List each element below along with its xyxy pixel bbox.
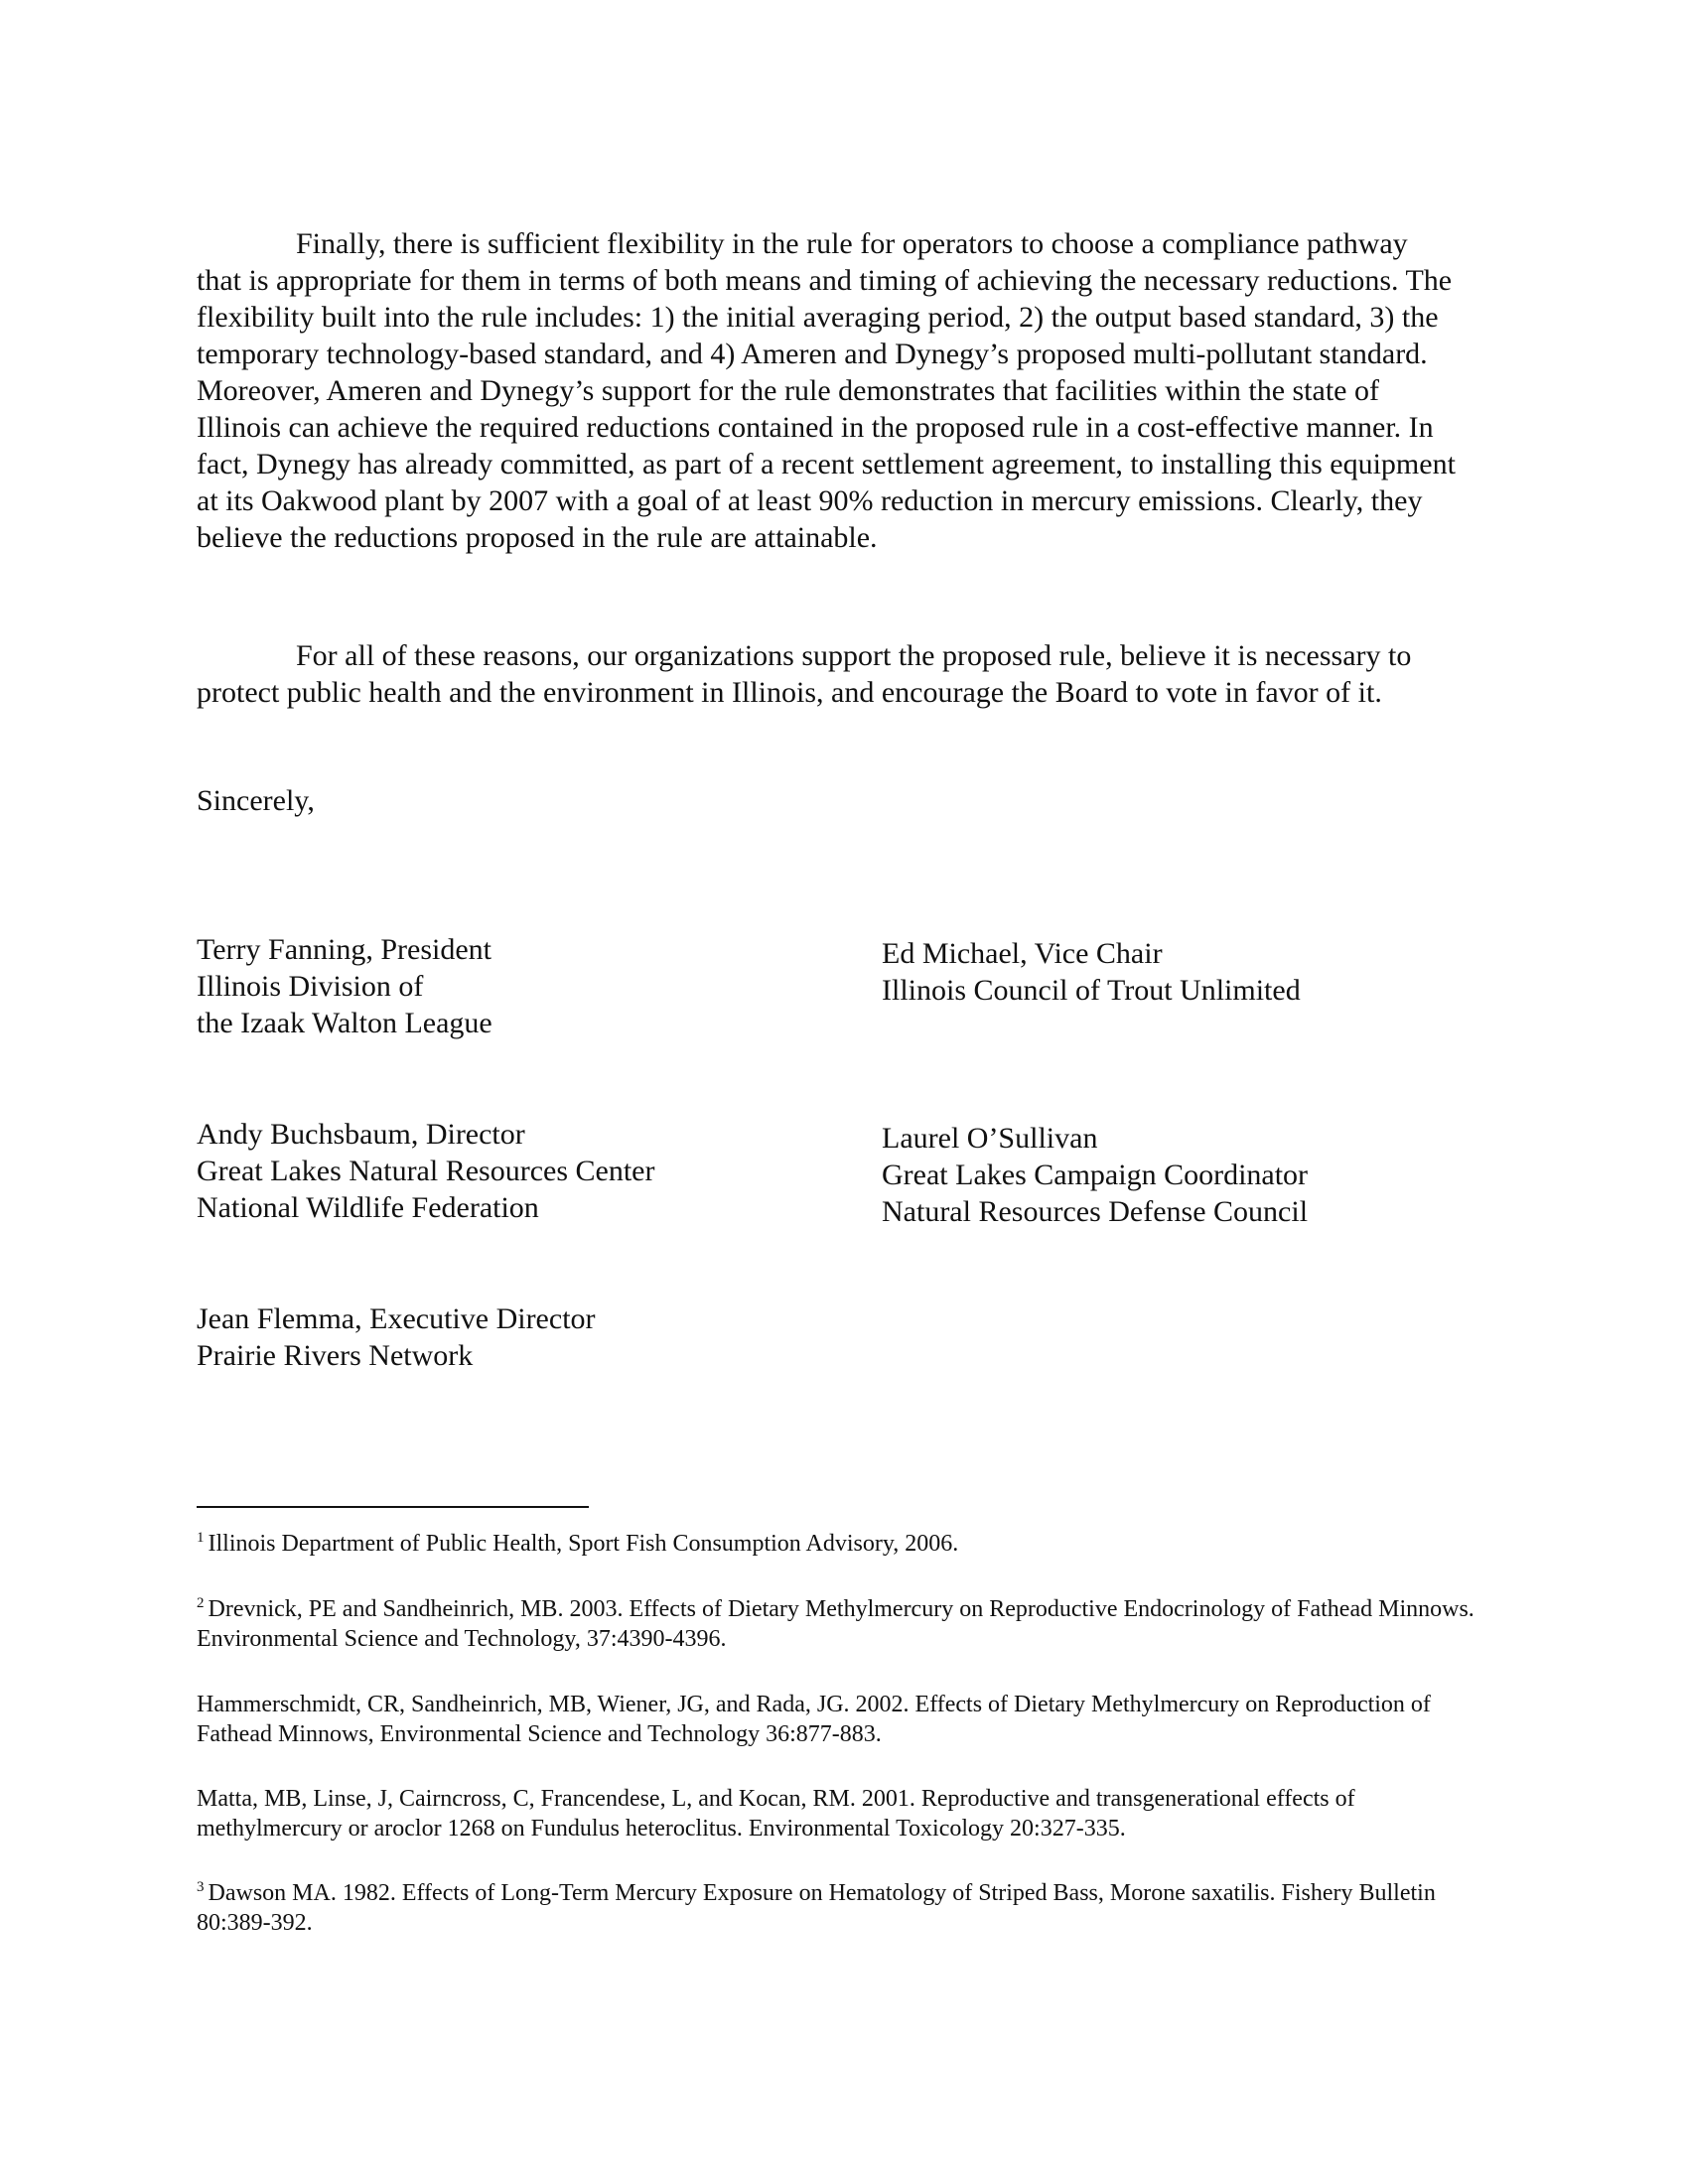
- signature-block: [882, 1120, 1308, 1230]
- signatory-org: Natural Resources Defense Council: [882, 1195, 1309, 1228]
- closing: Sincerely,: [197, 784, 315, 817]
- body-paragraph-2: For all of these reasons, our organizations support the proposed rule, believe it is necessary to protect public health and the environment in Illinois, and encourage the Board to vote in favor of it.: [197, 639, 1412, 709]
- footnote-marker: 3: [197, 1879, 205, 1895]
- signatory-title: Great Lakes Campaign Coordinator: [882, 1159, 1309, 1191]
- signature-block: [197, 1300, 596, 1374]
- footnote: [197, 1529, 1477, 1559]
- footnote-text: Matta, MB, Linse, J, Cairncross, C, Francendese, L, and Kocan, RM. 2001. Reproductive and transgenerational effects of methylmercury or aroclor 1268 on Fundulus heteroclitus. Environmental Toxicology 20:327-335.: [197, 1786, 1355, 1842]
- body-paragraph-1: Finally, there is sufficient flexibility in the rule for operators to choose a compliance pathway that is appropriate for them in terms of both means and timing of achieving the necessary reductions. The flexibility built into the rule includes: 1) the initial averaging period, 2) the output based standard, 3) the temporary technology-based standard, and 4) Ameren and Dynegy’s proposed multi-pollutant standard. Moreover, Ameren and Dynegy’s support for the rule demonstrates that facilities within the state of Illinois can achieve the required reductions contained in the proposed rule in a cost-effective manner. In fact, Dynegy has already committed, as part of a recent settlement agreement, to installing this equipment at its Oakwood plant by 2007 with a goal of at least 90% reduction in mercury emissions. Clearly, they believe the reductions proposed in the rule are attainable.: [197, 227, 1456, 554]
- footnote-text: Illinois Department of Public Health, Sport Fish Consumption Advisory, 2006.: [208, 1531, 959, 1557]
- footnote-marker: 2: [197, 1595, 205, 1611]
- footnote-divider: [197, 1506, 589, 1508]
- signatory-name: Jean Flemma, Executive Director: [197, 1302, 596, 1335]
- signatory-name: Ed Michael, Vice Chair: [882, 937, 1163, 970]
- footnote: [197, 1784, 1477, 1843]
- footnote-text: Hammerschmidt, CR, Sandheinrich, MB, Wiener, JG, and Rada, JG. 2002. Effects of Dietary Methylmercury on Reproduction of Fathead Minnows, Environmental Science and Technology 36:877-883.: [197, 1692, 1431, 1747]
- signatory-name: Laurel O’Sullivan: [882, 1122, 1098, 1155]
- signatory-org: the Izaak Walton League: [197, 1007, 492, 1039]
- signatory-name: Terry Fanning, President: [197, 933, 492, 966]
- signature-block: [882, 935, 1301, 1009]
- signatory-org: Prairie Rivers Network: [197, 1339, 474, 1372]
- footnote: [197, 1690, 1477, 1749]
- signatory-org: National Wildlife Federation: [197, 1191, 539, 1224]
- footnote: [197, 1594, 1477, 1654]
- footnote-text: Dawson MA. 1982. Effects of Long-Term Mercury Exposure on Hematology of Striped Bass, Morone saxatilis. Fishery Bulletin 80:389-392.: [197, 1880, 1436, 1936]
- signatory-org: Illinois Division of: [197, 970, 424, 1003]
- signatory-org: Illinois Council of Trout Unlimited: [882, 974, 1301, 1007]
- footnote: [197, 1878, 1477, 1938]
- signatory-name: Andy Buchsbaum, Director: [197, 1118, 525, 1151]
- signature-block: [197, 1116, 654, 1226]
- signature-block: [197, 931, 492, 1041]
- signatory-org: Great Lakes Natural Resources Center: [197, 1155, 655, 1187]
- footnote-text: Drevnick, PE and Sandheinrich, MB. 2003. Effects of Dietary Methylmercury on Reproductive Endocrinology of Fathead Minnows. Environmental Science and Technology, 37:4390-4396.: [197, 1596, 1474, 1652]
- footnote-marker: 1: [197, 1530, 205, 1546]
